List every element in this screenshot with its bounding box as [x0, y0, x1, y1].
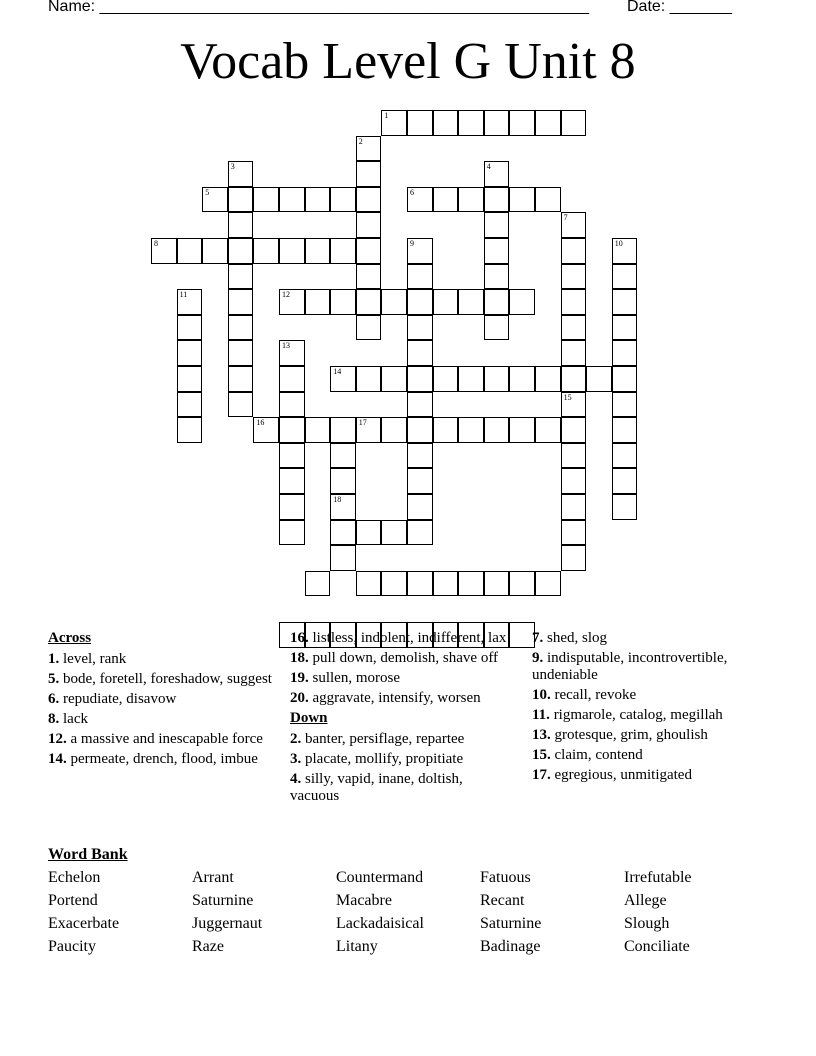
cell-number: 8 — [154, 239, 158, 248]
clue-text: rigmarole, catalog, megillah — [549, 707, 723, 723]
clue-text: shed, slog — [543, 630, 607, 646]
clues-column-3 — [532, 630, 772, 787]
cell-number: 1 — [384, 111, 389, 120]
across-heading: Across — [48, 630, 92, 646]
word-bank-item: Portend — [48, 892, 98, 909]
crossword-cell[interactable] — [279, 392, 305, 418]
crossword-cell[interactable] — [177, 289, 203, 315]
crossword-cell[interactable] — [433, 571, 459, 597]
crossword-cell[interactable] — [561, 443, 587, 469]
clue-number: 19. — [290, 670, 309, 686]
word-bank-item: Macabre — [336, 892, 392, 909]
crossword-cell[interactable] — [561, 417, 587, 443]
crossword-cell[interactable] — [458, 417, 484, 443]
crossword-cell[interactable] — [484, 366, 510, 392]
clue-item — [532, 727, 772, 744]
crossword-cell[interactable] — [228, 392, 254, 418]
clue-item — [290, 771, 515, 805]
crossword-cell[interactable] — [458, 366, 484, 392]
crossword-cell[interactable] — [177, 417, 203, 443]
crossword-cell[interactable] — [458, 187, 484, 213]
clue-text: placate, mollify, propitiate — [301, 751, 464, 767]
crossword-cell[interactable] — [381, 520, 407, 546]
crossword-cell[interactable] — [561, 212, 587, 238]
clue-number: 2. — [290, 731, 302, 747]
crossword-cell[interactable] — [484, 417, 510, 443]
crossword-cell[interactable] — [612, 417, 638, 443]
clue-number: 20. — [290, 690, 309, 706]
crossword-cell[interactable] — [484, 264, 510, 290]
crossword-cell[interactable] — [356, 136, 382, 162]
clue-item — [48, 671, 273, 688]
cell-number: 17 — [358, 418, 367, 428]
crossword-cell[interactable] — [407, 187, 433, 213]
word-bank-item: Slough — [624, 915, 670, 932]
across-clue-list-continued — [290, 630, 515, 707]
crossword-cell[interactable] — [561, 392, 587, 418]
crossword-cell[interactable] — [561, 264, 587, 290]
clue-number: 7. — [532, 630, 544, 646]
crossword-cell[interactable] — [535, 417, 561, 443]
crossword-cell[interactable] — [586, 366, 612, 392]
cell-number: 2 — [358, 136, 363, 146]
word-bank-heading: Word Bank — [48, 846, 128, 863]
word-bank — [48, 868, 768, 956]
crossword-cell[interactable] — [612, 443, 638, 469]
crossword-cell[interactable] — [330, 366, 356, 392]
clue-text: recall, revoke — [550, 687, 637, 703]
crossword-cell[interactable] — [279, 340, 305, 366]
clue-text: grotesque, grim, ghoulish — [550, 727, 708, 743]
crossword-cell[interactable] — [484, 571, 510, 597]
word-bank-item: Arrant — [192, 869, 234, 886]
crossword-cell[interactable] — [407, 571, 433, 597]
word-bank-item: Countermand — [336, 869, 424, 886]
crossword-cell[interactable] — [561, 545, 587, 571]
name-field-label: Name: _______________________________________________________ — [48, 0, 589, 15]
clue-item — [532, 707, 772, 724]
crossword-cell[interactable] — [279, 443, 305, 469]
crossword-cell[interactable] — [484, 212, 510, 238]
cell-number: 4 — [486, 162, 491, 172]
crossword-cell[interactable] — [407, 392, 433, 418]
crossword-cell[interactable] — [484, 289, 510, 315]
crossword-cell[interactable] — [407, 417, 433, 443]
clue-number: 6. — [48, 691, 60, 707]
crossword-cell[interactable] — [433, 110, 459, 136]
cell-number: 16 — [256, 418, 265, 428]
crossword-cell[interactable] — [407, 366, 433, 392]
crossword-cell[interactable] — [407, 264, 433, 290]
clue-text: sullen, morose — [308, 670, 400, 686]
word-bank-item: Raze — [192, 938, 224, 955]
clue-number: 8. — [48, 711, 60, 727]
clue-number: 12. — [48, 731, 67, 747]
crossword-cell[interactable] — [535, 366, 561, 392]
crossword-cell[interactable] — [458, 110, 484, 136]
down-clue-list — [290, 731, 515, 805]
cell-number: 9 — [410, 239, 414, 248]
crossword-cell[interactable] — [228, 187, 254, 213]
crossword-cell[interactable] — [279, 289, 305, 315]
crossword-cell[interactable] — [612, 315, 638, 341]
crossword-cell[interactable] — [433, 289, 459, 315]
word-bank-item: Echelon — [48, 869, 101, 886]
crossword-cell[interactable] — [228, 289, 254, 315]
crossword-cell[interactable] — [484, 315, 510, 341]
clue-number: 18. — [290, 650, 309, 666]
crossword-cell[interactable] — [356, 417, 382, 443]
clue-item — [48, 691, 273, 708]
crossword-cell[interactable] — [561, 340, 587, 366]
word-bank-item: Allege — [624, 892, 667, 909]
crossword-cell[interactable] — [253, 238, 279, 264]
clue-text: lack — [59, 711, 88, 727]
clue-text: egregious, unmitigated — [550, 767, 692, 783]
crossword-cell[interactable] — [561, 238, 587, 264]
crossword-cell[interactable] — [407, 110, 433, 136]
word-bank-item: Exacerbate — [48, 915, 120, 932]
crossword-cell[interactable] — [535, 571, 561, 597]
clue-item — [48, 651, 273, 668]
crossword-cell[interactable] — [381, 366, 407, 392]
crossword-cell[interactable] — [228, 264, 254, 290]
crossword-cell[interactable] — [356, 289, 382, 315]
crossword-cell[interactable] — [279, 468, 305, 494]
clue-number: 9. — [532, 650, 544, 666]
clue-text: aggravate, intensify, worsen — [308, 690, 481, 706]
clue-item — [532, 687, 772, 704]
crossword-cell[interactable] — [433, 187, 459, 213]
crossword-cell[interactable] — [177, 238, 203, 264]
clue-item — [48, 711, 273, 728]
crossword-cell[interactable] — [305, 571, 331, 597]
crossword-cell[interactable] — [612, 238, 638, 264]
clue-item — [290, 670, 515, 687]
crossword-cell[interactable] — [407, 315, 433, 341]
crossword-cell[interactable] — [509, 417, 535, 443]
crossword-cell[interactable] — [561, 289, 587, 315]
crossword-cell[interactable] — [612, 494, 638, 520]
cell-number: 11 — [179, 290, 188, 300]
clue-item — [290, 731, 515, 748]
word-bank-item: Lackadaisical — [336, 915, 424, 932]
crossword-cell[interactable] — [330, 238, 356, 264]
crossword-cell[interactable] — [305, 417, 331, 443]
crossword-cell[interactable] — [509, 366, 535, 392]
clue-item — [532, 630, 772, 647]
crossword-cell[interactable] — [612, 340, 638, 366]
crossword-cell[interactable] — [356, 366, 382, 392]
crossword-cell[interactable] — [228, 315, 254, 341]
crossword-cell[interactable] — [484, 238, 510, 264]
crossword-cell[interactable] — [407, 443, 433, 469]
crossword-cell[interactable] — [407, 494, 433, 520]
crossword-cell[interactable] — [561, 110, 587, 136]
crossword-cell[interactable] — [509, 187, 535, 213]
clue-text: repudiate, disavow — [59, 691, 177, 707]
crossword-cell[interactable] — [407, 520, 433, 546]
crossword-cell[interactable] — [407, 238, 433, 264]
crossword-cell[interactable] — [561, 315, 587, 341]
crossword-cell[interactable] — [177, 366, 203, 392]
crossword-cell[interactable] — [612, 264, 638, 290]
clue-number: 15. — [532, 747, 551, 763]
cell-number: 18 — [333, 495, 342, 504]
clue-text: indisputable, incontrovertible, undeniable — [532, 650, 728, 683]
crossword-cell[interactable] — [535, 110, 561, 136]
word-bank-item: Paucity — [48, 938, 96, 955]
crossword-cell[interactable] — [202, 187, 228, 213]
crossword-cell[interactable] — [177, 315, 203, 341]
cell-number: 6 — [410, 187, 414, 197]
clue-number: 3. — [290, 751, 302, 767]
crossword-cell[interactable] — [433, 366, 459, 392]
crossword-cell[interactable] — [202, 238, 228, 264]
crossword-cell[interactable] — [484, 161, 510, 187]
crossword-cell[interactable] — [177, 340, 203, 366]
crossword-cell[interactable] — [177, 392, 203, 418]
clue-text: pull down, demolish, shave off — [308, 650, 499, 666]
cell-number: 15 — [563, 392, 572, 402]
crossword-cell[interactable] — [458, 289, 484, 315]
crossword-cell[interactable] — [279, 417, 305, 443]
cell-number: 14 — [333, 367, 342, 376]
crossword-cell[interactable] — [509, 571, 535, 597]
crossword-cell[interactable] — [381, 417, 407, 443]
crossword-cell[interactable] — [381, 289, 407, 315]
crossword-cell[interactable] — [407, 289, 433, 315]
crossword-cell[interactable] — [356, 212, 382, 238]
crossword-cell[interactable] — [612, 468, 638, 494]
crossword-cell[interactable] — [356, 187, 382, 213]
crossword-cell[interactable] — [407, 468, 433, 494]
crossword-cell[interactable] — [535, 187, 561, 213]
word-bank-item: Conciliate — [624, 938, 690, 955]
cell-number: 12 — [282, 290, 290, 300]
clue-item — [48, 751, 273, 768]
crossword-cell[interactable] — [305, 238, 331, 264]
cell-number: 3 — [230, 162, 235, 172]
word-bank-item: Saturnine — [192, 892, 254, 909]
crossword-cell[interactable] — [561, 520, 587, 546]
crossword-cell[interactable] — [381, 110, 407, 136]
crossword-cell[interactable] — [330, 443, 356, 469]
crossword-cell[interactable] — [228, 340, 254, 366]
word-bank-item: Irrefutable — [624, 869, 692, 886]
crossword-cell[interactable] — [356, 161, 382, 187]
clue-item — [290, 630, 515, 647]
clue-text: banter, persiflage, repartee — [301, 731, 465, 747]
crossword-cell[interactable] — [279, 520, 305, 546]
clue-item — [290, 690, 515, 707]
cell-number: 10 — [614, 239, 623, 248]
down-heading: Down — [290, 710, 328, 726]
crossword-cell[interactable] — [305, 187, 331, 213]
crossword-cell[interactable] — [356, 315, 382, 341]
crossword-cell[interactable] — [330, 187, 356, 213]
clue-number: 10. — [532, 687, 551, 703]
word-bank-item: Recant — [480, 892, 525, 909]
crossword-cell[interactable] — [561, 494, 587, 520]
page-title: Vocab Level G Unit 8 — [180, 33, 636, 90]
crossword-cell[interactable] — [279, 238, 305, 264]
clue-number: 1. — [48, 651, 60, 667]
clue-item — [532, 747, 772, 764]
crossword-cell[interactable] — [433, 417, 459, 443]
crossword-cell[interactable] — [228, 238, 254, 264]
crossword-cell[interactable] — [279, 494, 305, 520]
crossword-cell[interactable] — [612, 366, 638, 392]
word-bank-item: Badinage — [480, 938, 541, 955]
crossword-cell[interactable] — [484, 187, 510, 213]
clue-number: 17. — [532, 767, 551, 783]
clue-item — [532, 650, 772, 684]
clue-number: 4. — [290, 771, 302, 787]
crossword-cell[interactable] — [356, 264, 382, 290]
date-field-label: Date: _______ — [627, 0, 732, 15]
clue-number: 5. — [48, 671, 60, 687]
crossword-cell[interactable] — [330, 545, 356, 571]
crossword-cell[interactable] — [458, 571, 484, 597]
crossword-cell[interactable] — [330, 468, 356, 494]
crossword-cell[interactable] — [305, 289, 331, 315]
crossword-cell[interactable] — [279, 187, 305, 213]
crossword-cell[interactable] — [330, 417, 356, 443]
crossword-cell[interactable] — [356, 571, 382, 597]
crossword-cell[interactable] — [330, 289, 356, 315]
crossword-cell[interactable] — [228, 212, 254, 238]
clues-column-1 — [48, 630, 273, 771]
down-clue-list-continued — [532, 630, 772, 784]
across-clue-list — [48, 651, 273, 768]
clues-column-2 — [290, 630, 515, 808]
cell-number: 7 — [563, 213, 568, 223]
crossword-cell[interactable] — [561, 366, 587, 392]
crossword-cell[interactable] — [253, 417, 279, 443]
clue-item — [48, 731, 273, 748]
word-bank-item: Litany — [336, 938, 378, 955]
crossword-cell[interactable] — [356, 520, 382, 546]
crossword-cell[interactable] — [228, 161, 254, 187]
clue-text: claim, contend — [550, 747, 643, 763]
clue-text: level, rank — [59, 651, 127, 667]
crossword-cell[interactable] — [509, 289, 535, 315]
clue-item — [290, 650, 515, 667]
word-bank-item: Fatuous — [480, 869, 531, 886]
clue-text: bode, foretell, foreshadow, suggest — [59, 671, 272, 687]
clue-number: 13. — [532, 727, 551, 743]
clue-item — [532, 767, 772, 784]
word-bank-item: Saturnine — [480, 915, 542, 932]
crossword-cell[interactable] — [356, 238, 382, 264]
crossword-cell[interactable] — [484, 110, 510, 136]
crossword-cell[interactable] — [151, 238, 177, 264]
crossword-cell[interactable] — [228, 366, 254, 392]
crossword-cell[interactable] — [253, 187, 279, 213]
crossword-cell[interactable] — [612, 392, 638, 418]
crossword-cell[interactable] — [509, 110, 535, 136]
crossword-cell[interactable] — [381, 571, 407, 597]
crossword-cell[interactable] — [330, 494, 356, 520]
clue-text: a massive and inescapable force — [66, 731, 263, 747]
clue-text: listless, indolent, indifferent, lax — [308, 630, 507, 646]
clue-number: 11. — [532, 707, 550, 723]
clue-number: 14. — [48, 751, 67, 767]
crossword-cell[interactable] — [279, 366, 305, 392]
crossword-cell[interactable] — [330, 520, 356, 546]
cell-number: 5 — [205, 187, 210, 197]
crossword-cell[interactable] — [407, 340, 433, 366]
crossword-cell[interactable] — [612, 289, 638, 315]
crossword-cell[interactable] — [561, 468, 587, 494]
word-bank-item: Juggernaut — [192, 915, 263, 932]
clue-text: silly, vapid, inane, doltish, vacuous — [290, 771, 463, 804]
clue-text: permeate, drench, flood, imbue — [66, 751, 258, 767]
clue-item — [290, 751, 515, 768]
cell-number: 13 — [282, 341, 290, 351]
clue-number: 16. — [290, 630, 309, 646]
